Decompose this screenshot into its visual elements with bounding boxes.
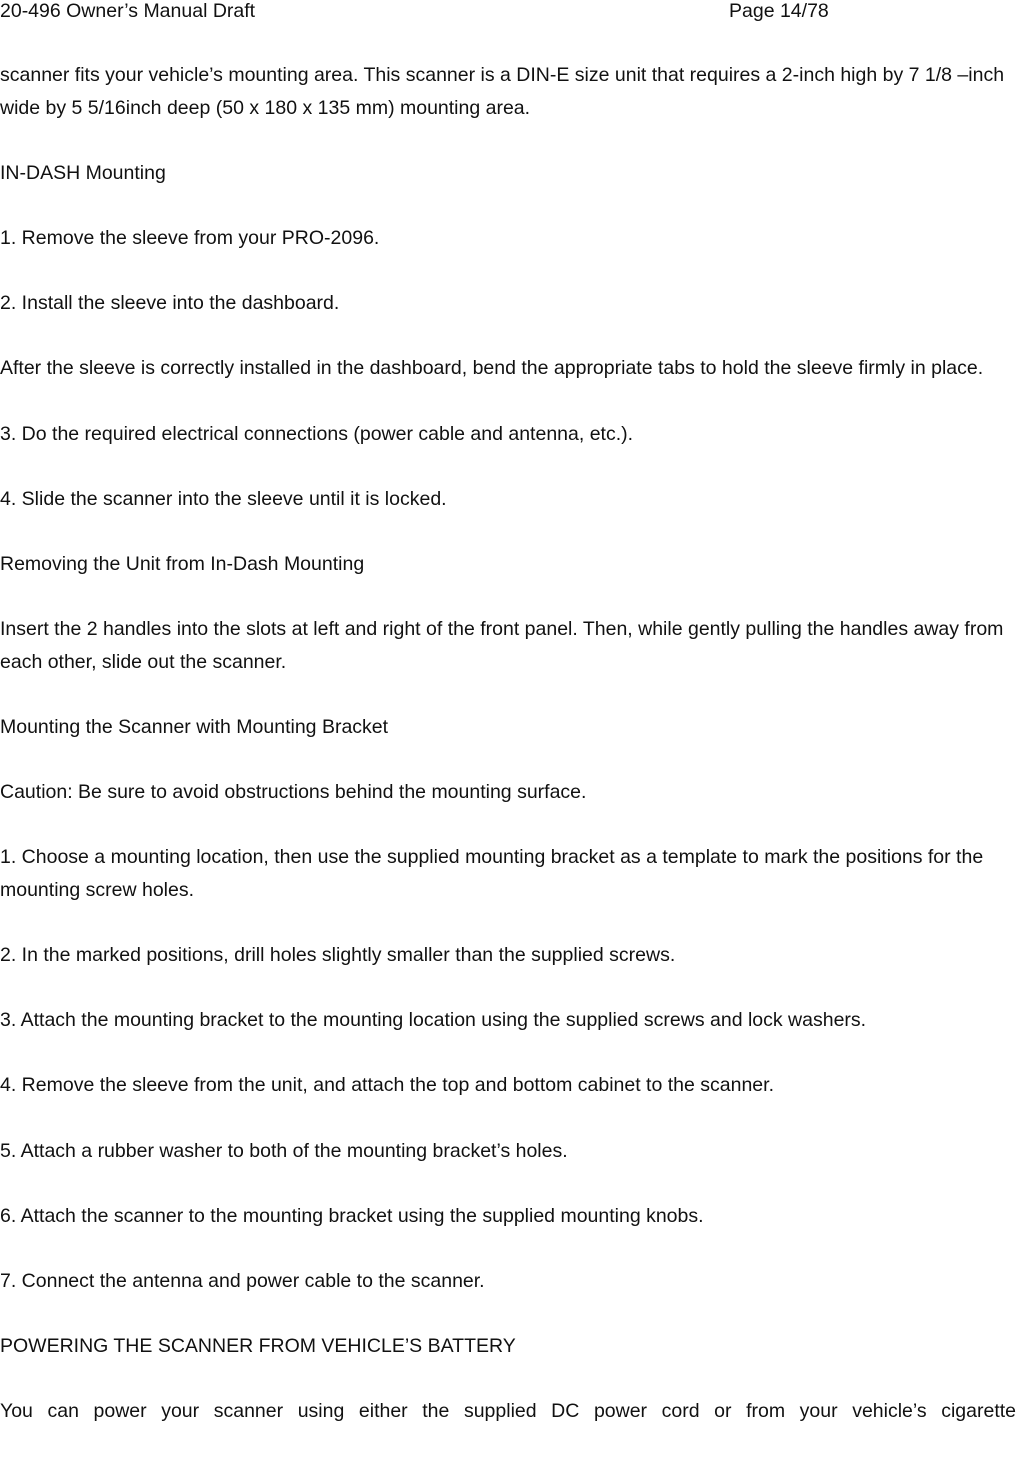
bracket-step-2: 2. In the marked positions, drill holes slightly smaller than the supplied screws.	[0, 944, 676, 967]
page-header	[0, 0, 1017, 24]
bracket-step-7: 7. Connect the antenna and power cable to the scanner.	[0, 1269, 485, 1292]
step-install-sleeve: 2. Install the sleeve into the dashboard.	[0, 292, 340, 315]
bracket-step-1: 1. Choose a mounting location, then use the supplied mounting bracket as a template to mark the positions for the mounting screw holes.	[0, 846, 984, 901]
intro-paragraph: scanner fits your vehicle’s mounting area. This scanner is a DIN-E size unit that requires a 2-inch high by 7 1/8 –inch wide by 5 5/16inch deep (50 x 180 x 135 mm) mounting area.	[0, 64, 1005, 119]
bracket-step-3: 3. Attach the mounting bracket to the mounting location using the supplied screws and lock washers.	[0, 1009, 867, 1032]
bracket-step-6: 6. Attach the scanner to the mounting bracket using the supplied mounting knobs.	[0, 1204, 704, 1227]
powering-paragraph: You can power your scanner using either the supplied DC power cord or from your vehicle’s cigarette	[0, 1400, 1016, 1423]
step-slide-scanner: 4. Slide the scanner into the sleeve until it is locked.	[0, 487, 447, 510]
document-title: 20-496 Owner’s Manual Draft	[0, 0, 256, 22]
section-heading-powering: POWERING THE SCANNER FROM VEHICLE’S BATTERY	[0, 1335, 516, 1358]
caution-paragraph: Caution: Be sure to avoid obstructions behind the mounting surface.	[0, 781, 587, 804]
page-number: Page 14/78	[729, 0, 829, 22]
sleeve-installation-note: After the sleeve is correctly installed in the dashboard, bend the appropriate tabs to hold the sleeve firmly in place.	[0, 357, 984, 380]
section-heading-in-dash-mounting: IN-DASH Mounting	[0, 161, 166, 184]
section-heading-mounting-bracket: Mounting the Scanner with Mounting Bracket	[0, 715, 389, 738]
step-remove-sleeve: 1. Remove the sleeve from your PRO-2096.	[0, 226, 380, 249]
step-electrical-connections: 3. Do the required electrical connections (power cable and antenna, etc.).	[0, 422, 634, 445]
removing-unit-instructions: Insert the 2 handles into the slots at left and right of the front panel. Then, while gently pulling the handles away from each other, slide out the scanner.	[0, 618, 1004, 673]
section-heading-removing-unit: Removing the Unit from In-Dash Mounting	[0, 552, 365, 575]
bracket-step-4: 4. Remove the sleeve from the unit, and attach the top and bottom cabinet to the scanner.	[0, 1074, 774, 1097]
document-body	[0, 59, 1016, 1461]
bracket-step-5: 5. Attach a rubber washer to both of the mounting bracket’s holes.	[0, 1139, 568, 1162]
